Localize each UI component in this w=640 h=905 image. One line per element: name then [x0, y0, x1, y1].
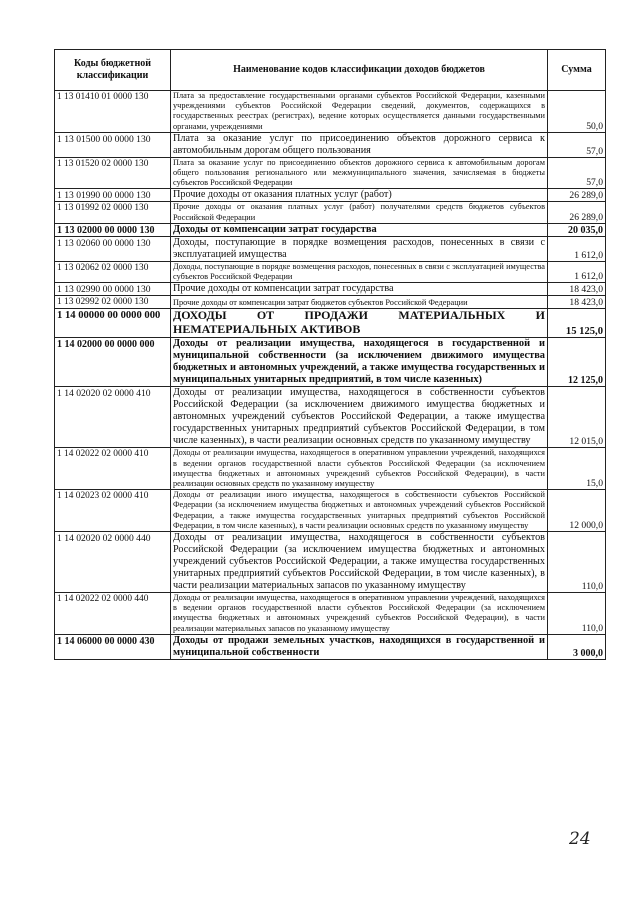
row-sum: 15,0	[548, 448, 606, 490]
row-name: Прочие доходы от оказания платных услуг (работ)	[171, 189, 548, 202]
row-name: Плата за оказание услуг по присоединению объектов дорожного сервиса к автомобильным дорогам общего пользования	[171, 132, 548, 157]
row-sum: 1 612,0	[548, 262, 606, 283]
row-name: Доходы от продажи земельных участков, находящихся в государственной и муниципальной собственности	[171, 634, 548, 659]
table-row	[55, 296, 606, 309]
table-header-row	[55, 50, 606, 91]
row-code: 1 14 02022 02 0000 410	[55, 448, 171, 490]
row-sum: 1 612,0	[548, 237, 606, 262]
row-code: 1 13 01520 02 0000 130	[55, 157, 171, 189]
header-code: Коды бюджетной классификации	[55, 50, 171, 91]
page-number: 24	[569, 829, 591, 849]
budget-table-sheet	[54, 49, 605, 660]
table-row	[55, 202, 606, 223]
row-name: Прочие доходы от компенсации затрат бюджетов субъектов Российской Федерации	[171, 296, 548, 309]
row-name: Плата за предоставление государственными органами субъектов Российской Федерации, казенными учреждениями субъектов Российской Федерации сведений, документов, содержащихся в государственных реестрах (регистрах), ведение которых осуществляется данными государственными органами, учреждениями	[171, 91, 548, 133]
row-name: ДОХОДЫ ОТ ПРОДАЖИ МАТЕРИАЛЬНЫХ И НЕМАТЕРИАЛЬНЫХ АКТИВОВ	[171, 309, 548, 337]
row-code: 1 13 02062 02 0000 130	[55, 262, 171, 283]
table-row	[55, 532, 606, 593]
table-row	[55, 490, 606, 532]
row-sum: 57,0	[548, 157, 606, 189]
row-sum: 3 000,0	[548, 634, 606, 659]
row-code: 1 14 02020 02 0000 410	[55, 387, 171, 448]
table-row	[55, 309, 606, 337]
row-name: Доходы, поступающие в порядке возмещения расходов, понесенных в связи с эксплуатацией имущества субъектов Российской Федерации	[171, 262, 548, 283]
table-body	[55, 91, 606, 660]
table-row	[55, 593, 606, 635]
row-sum: 50,0	[548, 91, 606, 133]
row-name: Доходы от реализации имущества, находящегося в оперативном управлении учреждений, находящихся в ведении органов государственной власти субъектов Российской Федерации (за исключением имущества бюджетных и автономных учреждений субъектов Российской Федерации), в части реализации материальных запасов по указанному имуществу	[171, 593, 548, 635]
revenue-classification-table	[54, 49, 606, 660]
row-name: Прочие доходы от оказания платных услуг (работ) получателями средств бюджетов субъектов Российской Федерации	[171, 202, 548, 223]
table-row	[55, 387, 606, 448]
row-sum: 110,0	[548, 593, 606, 635]
row-code: 1 13 01992 02 0000 130	[55, 202, 171, 223]
table-row	[55, 337, 606, 387]
row-name: Прочие доходы от компенсации затрат государства	[171, 283, 548, 296]
table-row	[55, 91, 606, 133]
table-row	[55, 262, 606, 283]
row-code: 1 14 02023 02 0000 410	[55, 490, 171, 532]
row-code: 1 14 06000 00 0000 430	[55, 634, 171, 659]
row-name: Доходы, поступающие в порядке возмещения расходов, понесенных в связи с эксплуатацией имущества	[171, 237, 548, 262]
row-name: Доходы от компенсации затрат государства	[171, 223, 548, 236]
row-code: 1 14 02020 02 0000 440	[55, 532, 171, 593]
table-row	[55, 448, 606, 490]
row-name: Плата за оказание услуг по присоединению объектов дорожного сервиса к автомобильным дорогам общего пользования регионального или межмуниципального значения, зачисляемая в бюджеты субъектов Российской Федерации	[171, 157, 548, 189]
header-sum: Сумма	[548, 50, 606, 91]
row-code: 1 13 01990 00 0000 130	[55, 189, 171, 202]
row-code: 1 14 02022 02 0000 440	[55, 593, 171, 635]
row-code: 1 13 02990 00 0000 130	[55, 283, 171, 296]
table-row	[55, 634, 606, 659]
row-code: 1 14 02000 00 0000 000	[55, 337, 171, 387]
row-code: 1 13 02992 02 0000 130	[55, 296, 171, 309]
row-sum: 57,0	[548, 132, 606, 157]
row-sum: 110,0	[548, 532, 606, 593]
table-row	[55, 223, 606, 236]
row-sum: 18 423,0	[548, 283, 606, 296]
row-code: 1 13 01500 00 0000 130	[55, 132, 171, 157]
row-sum: 18 423,0	[548, 296, 606, 309]
row-sum: 12 000,0	[548, 490, 606, 532]
row-sum: 12 125,0	[548, 337, 606, 387]
row-sum: 12 015,0	[548, 387, 606, 448]
table-row	[55, 157, 606, 189]
row-sum: 20 035,0	[548, 223, 606, 236]
row-code: 1 13 02000 00 0000 130	[55, 223, 171, 236]
table-row	[55, 189, 606, 202]
row-code: 1 13 01410 01 0000 130	[55, 91, 171, 133]
row-name: Доходы от реализации имущества, находящегося в государственной и муниципальной собственности (за исключением движимого имущества бюджетных и автономных учреждений, а также имущества государственных и муниципальных унитарных предприятий, в том числе казенных)	[171, 337, 548, 387]
row-sum: 26 289,0	[548, 202, 606, 223]
row-code: 1 14 00000 00 0000 000	[55, 309, 171, 337]
row-sum: 26 289,0	[548, 189, 606, 202]
table-row	[55, 132, 606, 157]
row-name: Доходы от реализации имущества, находящегося в собственности субъектов Российской Федерации (за исключением имущества бюджетных и автономных учреждений субъектов Российской Федерации, а также имущества государственных унитарных предприятий субъектов Российской Федерации, в том числе казенных), в части реализации материальных запасов по указанному имуществу	[171, 532, 548, 593]
row-name: Доходы от реализации имущества, находящегося в собственности субъектов Российской Федерации (за исключением движимого имущества бюджетных и автономных учреждений субъектов Российской Федерации, а также имущества государственных унитарных предприятий субъектов Российской Федерации, в том числе казенных), в части реализации основных средств по указанному имуществу	[171, 387, 548, 448]
row-name: Доходы от реализации имущества, находящегося в оперативном управлении учреждений, находящихся в ведении органов государственной власти субъектов Российской Федерации (за исключением имущества бюджетных и автономных учреждений субъектов Российской Федерации), в части реализации основных средств по указанному имуществу	[171, 448, 548, 490]
row-sum: 15 125,0	[548, 309, 606, 337]
table-row	[55, 283, 606, 296]
header-name: Наименование кодов классификации доходов бюджетов	[171, 50, 548, 91]
table-row	[55, 237, 606, 262]
row-code: 1 13 02060 00 0000 130	[55, 237, 171, 262]
row-name: Доходы от реализации иного имущества, находящегося в собственности субъектов Российской Федерации (за исключением имущества бюджетных и автономных учреждений субъектов Российской Федерации, а также имущества государственных унитарных предприятий субъектов Российской Федерации, в том числе казенных), в части реализации основных средств по указанному имуществу	[171, 490, 548, 532]
